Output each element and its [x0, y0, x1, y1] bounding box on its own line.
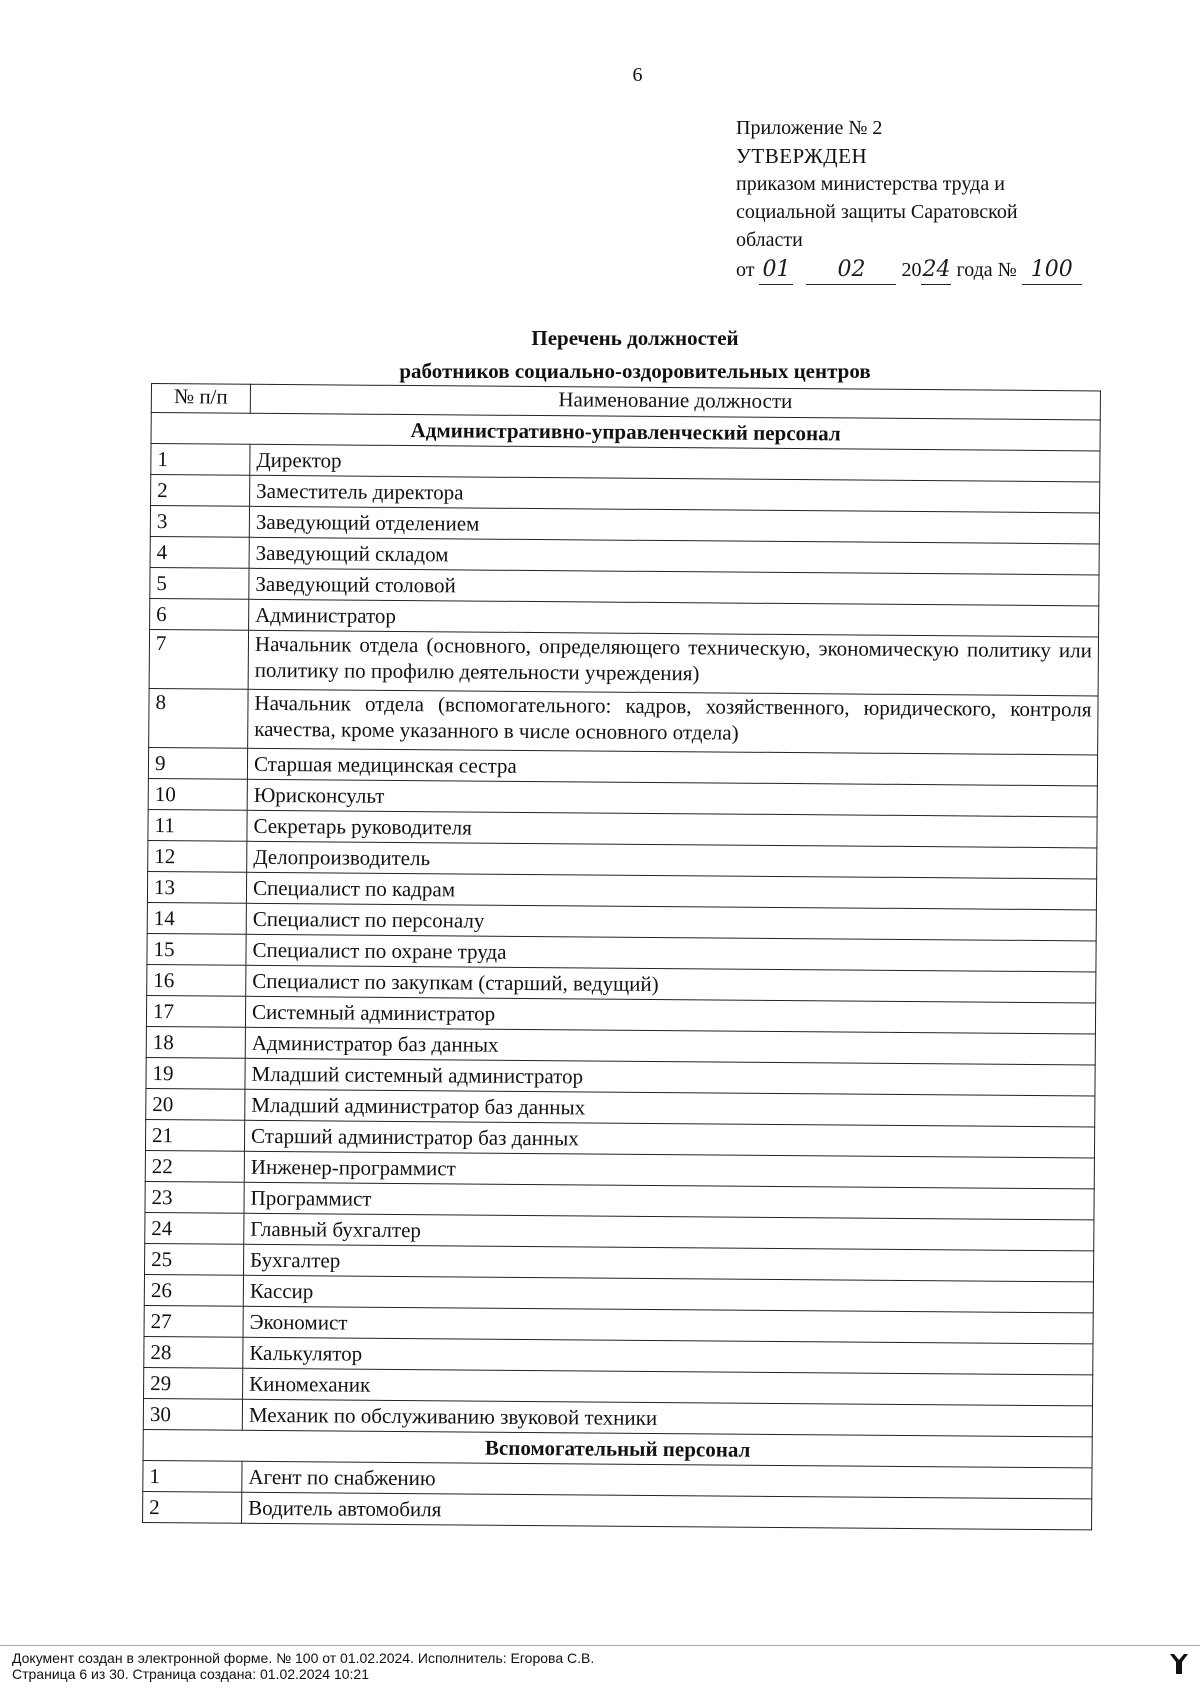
row-number: 9: [148, 747, 247, 779]
row-number: 13: [147, 871, 246, 903]
footer-line-1: Документ создан в электронной форме. № 100 от 01.02.2024. Исполнитель: Егорова С.В.: [12, 1650, 595, 1666]
position-name: Старший администратор баз данных: [244, 1120, 1094, 1158]
handwritten-year: 24: [921, 256, 951, 285]
document-title: [0, 322, 1200, 388]
position-name: Секретарь руководителя: [247, 810, 1097, 848]
row-number: 28: [144, 1336, 243, 1368]
row-number: 8: [149, 688, 248, 748]
row-number: 19: [146, 1057, 245, 1089]
position-name: Младший системный администратор: [245, 1058, 1095, 1096]
position-name: Системный администратор: [245, 996, 1095, 1034]
order-text-line: социальной защиты Саратовской: [736, 201, 1018, 223]
section-title: Административно-управленческий персонал: [151, 413, 1100, 451]
handwritten-day: 01: [759, 256, 793, 285]
row-number: 12: [148, 840, 247, 872]
row-number: 1: [143, 1460, 242, 1492]
position-name: Главный бухгалтер: [244, 1213, 1094, 1251]
row-number: 7: [149, 629, 248, 689]
date-prefix: от: [736, 259, 755, 281]
number-label: года №: [956, 259, 1017, 281]
position-name: Администратор: [249, 599, 1099, 637]
row-number: 17: [146, 995, 245, 1027]
row-number: 22: [145, 1150, 244, 1182]
position-name: Кассир: [243, 1275, 1093, 1313]
order-text-line: приказом министерства труда и: [736, 173, 1005, 195]
position-name: Заведующий столовой: [249, 568, 1099, 606]
position-name: Киномеханик: [243, 1368, 1093, 1406]
position-name: Директор: [250, 444, 1100, 482]
position-name: Заместитель директора: [250, 475, 1100, 513]
footer-line-2: Страница 6 из 30. Страница создана: 01.02.2024 10:21: [12, 1666, 369, 1682]
table-body: [143, 413, 1101, 1530]
position-name: Заведующий складом: [249, 537, 1099, 575]
position-name: Начальник отдела (основного, определяющего техническую, экономическую политику или политику по профилю деятельности учреждения): [248, 630, 1098, 696]
order-text-line: области: [736, 229, 803, 251]
header-name: Наименование должности: [250, 384, 1100, 420]
handwritten-month: 02: [806, 256, 896, 285]
row-number: 15: [147, 933, 246, 965]
approval-block: [736, 114, 1176, 285]
table-row: [143, 1491, 1092, 1529]
position-name: Агент по снабжению: [242, 1461, 1092, 1499]
row-number: 2: [151, 475, 250, 507]
row-number: 18: [146, 1026, 245, 1058]
header-num: № п/п: [151, 384, 250, 414]
table-row: [149, 629, 1098, 695]
footer-divider: [0, 1645, 1200, 1646]
row-number: 6: [150, 598, 249, 630]
position-name: Специалист по закупкам (старший, ведущий): [246, 965, 1096, 1003]
row-number: 2: [143, 1491, 242, 1523]
table-row: [149, 688, 1098, 754]
position-name: Специалист по кадрам: [246, 872, 1096, 910]
position-name: Экономист: [243, 1306, 1093, 1344]
appendix-label: Приложение № 2: [736, 117, 883, 139]
position-name: Младший администратор баз данных: [245, 1089, 1095, 1127]
positions-table: [142, 383, 1101, 1530]
order-date-line: [736, 256, 1176, 285]
row-number: 5: [150, 567, 249, 599]
row-number: 30: [143, 1398, 242, 1430]
row-number: 1: [151, 444, 250, 476]
row-number: 14: [147, 902, 246, 934]
row-number: 25: [144, 1243, 243, 1275]
row-number: 21: [145, 1119, 244, 1151]
row-number: 23: [145, 1181, 244, 1213]
position-name: Юрисконсульт: [247, 779, 1097, 817]
row-number: 27: [144, 1305, 243, 1337]
row-number: 29: [144, 1367, 243, 1399]
footer: [12, 1650, 594, 1682]
row-number: 3: [150, 506, 249, 538]
position-name: Делопроизводитель: [247, 841, 1097, 879]
title-line-2: работников социально-оздоровительных центров: [399, 359, 871, 383]
row-number: 11: [148, 809, 247, 841]
position-name: Старшая медицинская сестра: [247, 748, 1097, 786]
position-name: Механик по обслуживанию звуковой техники: [242, 1399, 1092, 1437]
position-name: Программист: [244, 1182, 1094, 1220]
position-name: Водитель автомобиля: [242, 1492, 1092, 1530]
page-number: 6: [632, 64, 643, 86]
position-name: Бухгалтер: [243, 1244, 1093, 1282]
emblem-icon: [1168, 1650, 1190, 1676]
position-name: Инженер-программист: [244, 1151, 1094, 1189]
position-name: Специалист по персоналу: [246, 903, 1096, 941]
row-number: 26: [144, 1274, 243, 1306]
year-prefix: 20: [901, 259, 922, 281]
row-number: 10: [148, 778, 247, 810]
position-name: Заведующий отделением: [249, 506, 1099, 544]
position-name: Специалист по охране труда: [246, 934, 1096, 972]
position-name: Начальник отдела (вспомогательного: кадров, хозяйственного, юридического, контроля качества, кроме указанного в числе основного отдела): [248, 689, 1098, 755]
row-number: 4: [150, 536, 249, 568]
handwritten-number: 100: [1022, 256, 1082, 285]
title-line-1: Перечень должностей: [531, 326, 739, 350]
section-title: Вспомогательный персонал: [143, 1429, 1092, 1467]
approved-label: УТВЕРЖДЕН: [736, 144, 868, 168]
position-name: Администратор баз данных: [245, 1027, 1095, 1065]
row-number: 16: [147, 964, 246, 996]
row-number: 24: [145, 1212, 244, 1244]
position-name: Калькулятор: [243, 1337, 1093, 1375]
row-number: 20: [146, 1088, 245, 1120]
